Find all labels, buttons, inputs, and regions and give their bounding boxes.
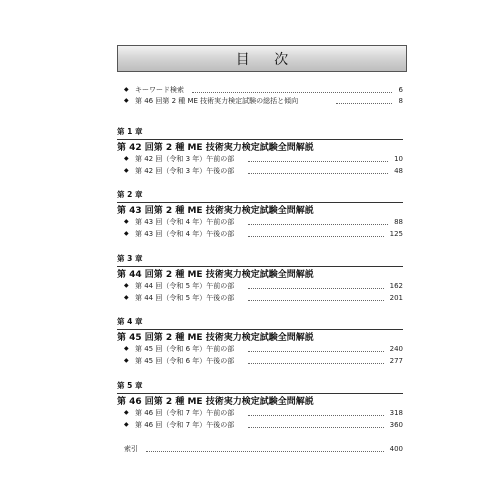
diamond-bullet-icon: ◆ <box>124 282 129 289</box>
toc-entry-label: 第 46 回（令和 7 年）午前の部 <box>135 409 235 417</box>
chapter-label: 第 4 章 <box>117 317 143 326</box>
chapter-label: 第 5 章 <box>117 381 143 390</box>
toc-entry-page: 162 <box>389 282 403 290</box>
toc-entry-page: 48 <box>394 167 403 175</box>
chapter-label: 第 1 章 <box>117 127 143 136</box>
toc-entry-index[interactable] <box>0 443 500 455</box>
leader-dots <box>248 415 384 416</box>
toc-entry[interactable] <box>0 280 500 292</box>
toc-entry-label: 第 45 回（令和 6 年）午前の部 <box>135 345 235 353</box>
toc-entry[interactable] <box>0 343 500 355</box>
diamond-bullet-icon: ◆ <box>124 294 129 301</box>
toc-entry-label: 第 43 回（令和 4 年）午後の部 <box>135 230 235 238</box>
diamond-bullet-icon: ◆ <box>124 86 129 93</box>
toc-entry-label: 第 44 回（令和 5 年）午後の部 <box>135 294 235 302</box>
leader-dots <box>146 451 384 452</box>
toc-entry-label: 第 44 回（令和 5 年）午前の部 <box>135 282 235 290</box>
toc-entry-page: 8 <box>398 97 403 105</box>
chapter-label: 第 2 章 <box>117 190 143 199</box>
toc-entry-page: 400 <box>389 445 403 453</box>
toc-entry[interactable] <box>0 228 500 240</box>
toc-entry-label: 第 43 回（令和 4 年）午前の部 <box>135 218 235 226</box>
diamond-bullet-icon: ◆ <box>124 155 129 162</box>
chapter-title[interactable]: 第 44 回第 2 種 ME 技術実力検定試験全問解説 <box>117 270 314 280</box>
toc-entry[interactable] <box>0 419 500 431</box>
toc-entry-page: 88 <box>394 218 403 226</box>
diamond-bullet-icon: ◆ <box>124 421 129 428</box>
toc-title-box <box>117 45 407 72</box>
toc-entry[interactable] <box>0 153 500 165</box>
toc-entry-page: 10 <box>394 155 403 163</box>
leader-dots <box>336 103 392 104</box>
diamond-bullet-icon: ◆ <box>124 97 129 104</box>
leader-dots <box>248 363 384 364</box>
leader-dots <box>248 300 384 301</box>
leader-dots <box>248 236 384 237</box>
toc-entry-page: 360 <box>389 421 403 429</box>
toc-entry-label: 第 46 回第 2 種 ME 技術実力検定試験の総括と傾向 <box>135 97 299 105</box>
leader-dots <box>248 173 388 174</box>
toc-title: 目 次 <box>235 51 299 68</box>
leader-dots <box>248 427 384 428</box>
diamond-bullet-icon: ◆ <box>124 230 129 237</box>
diamond-bullet-icon: ◆ <box>124 167 129 174</box>
leader-dots <box>248 161 388 162</box>
toc-entry-label: キーワード検索 <box>135 86 184 94</box>
toc-entry[interactable] <box>0 216 500 228</box>
leader-dots <box>248 288 384 289</box>
chapter-title[interactable]: 第 43 回第 2 種 ME 技術実力検定試験全問解説 <box>117 206 314 216</box>
toc-entry-label: 第 42 回（令和 3 年）午前の部 <box>135 155 235 163</box>
toc-entry-page: 125 <box>389 230 403 238</box>
toc-entry-page: 201 <box>389 294 403 302</box>
chapter-title[interactable]: 第 46 回第 2 種 ME 技術実力検定試験全問解説 <box>117 397 314 407</box>
leader-dots <box>248 224 388 225</box>
chapter-label: 第 3 章 <box>117 254 143 263</box>
chapter-title[interactable]: 第 45 回第 2 種 ME 技術実力検定試験全問解説 <box>117 333 314 343</box>
leader-dots <box>248 351 384 352</box>
toc-entry-summary[interactable] <box>0 95 500 107</box>
toc-entry-page: 240 <box>389 345 403 353</box>
toc-entry-page: 6 <box>398 86 403 94</box>
chapter-title[interactable]: 第 42 回第 2 種 ME 技術実力検定試験全問解説 <box>117 143 314 153</box>
toc-entry-label: 第 46 回（令和 7 年）午後の部 <box>135 421 235 429</box>
toc-entry-page: 277 <box>389 357 403 365</box>
toc-entry-label: 第 42 回（令和 3 年）午後の部 <box>135 167 235 175</box>
toc-entry-label: 第 45 回（令和 6 年）午後の部 <box>135 357 235 365</box>
diamond-bullet-icon: ◆ <box>124 345 129 352</box>
toc-entry-page: 318 <box>389 409 403 417</box>
diamond-bullet-icon: ◆ <box>124 409 129 416</box>
toc-entry[interactable] <box>0 355 500 367</box>
diamond-bullet-icon: ◆ <box>124 357 129 364</box>
toc-entry-label: 索引 <box>124 445 138 453</box>
toc-entry[interactable] <box>0 292 500 304</box>
leader-dots <box>192 92 392 93</box>
toc-entry[interactable] <box>0 407 500 419</box>
toc-entry[interactable] <box>0 165 500 177</box>
diamond-bullet-icon: ◆ <box>124 218 129 225</box>
